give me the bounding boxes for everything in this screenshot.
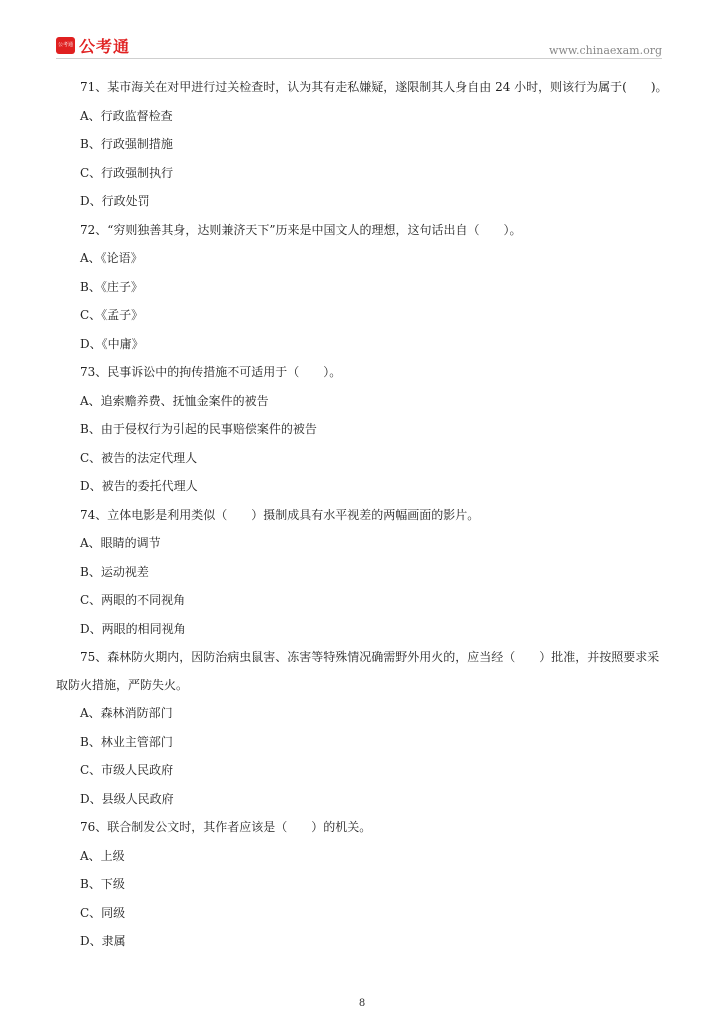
page-header xyxy=(56,34,662,58)
option-c: C、两眼的不同视角 xyxy=(80,593,186,607)
question-stem: 76、联合制发公文时，其作者应该是（ ）的机关。 xyxy=(80,820,372,834)
question-stem: 74、立体电影是利用类似（ ）摄制成具有水平视差的两幅画面的影片。 xyxy=(80,507,480,522)
option-c: C、行政强制执行 xyxy=(80,165,174,180)
option-b: B、由于侵权行为引起的民事赔偿案件的被告 xyxy=(80,422,317,436)
option-d: D、隶属 xyxy=(80,934,126,948)
question-74 xyxy=(56,507,670,637)
site-url: www.chinaexam.org xyxy=(549,44,662,57)
option-b: B、运动视差 xyxy=(80,564,149,579)
option-b: B、下级 xyxy=(80,877,125,891)
question-stem: 71、某市海关在对甲进行过关检查时，认为其有走私嫌疑，遂限制其人身自由 24 小时，则该行为属于( )。 xyxy=(80,80,668,94)
option-c: C、同级 xyxy=(80,905,126,920)
question-stem: 72、“穷则独善其身，达则兼济天下”历来是中国文人的理想，这句话出自（ ）。 xyxy=(80,222,522,237)
header-divider xyxy=(56,58,662,59)
option-c: C、市级人民政府 xyxy=(80,763,174,777)
option-a: A、追索赡养费、抚恤金案件的被告 xyxy=(80,393,269,408)
option-a: A、《论语》 xyxy=(80,251,143,265)
option-c: C、被告的法定代理人 xyxy=(80,450,198,465)
logo xyxy=(56,34,130,57)
option-d: D、县级人民政府 xyxy=(80,791,174,806)
page-number: 8 xyxy=(358,998,366,1009)
question-72 xyxy=(56,222,670,352)
option-b: B、《庄子》 xyxy=(80,279,143,294)
option-c: C、《孟子》 xyxy=(80,308,144,322)
option-a: A、森林消防部门 xyxy=(80,706,173,720)
option-d: D、《中庸》 xyxy=(80,336,144,351)
question-75 xyxy=(56,643,670,807)
question-73 xyxy=(56,364,670,494)
option-b: B、行政强制措施 xyxy=(80,137,173,151)
question-71 xyxy=(56,79,670,209)
option-a: A、行政监督检查 xyxy=(80,108,173,123)
question-stem: 73、民事诉讼中的拘传措施不可适用于（ ）。 xyxy=(80,365,342,379)
option-d: D、被告的委托代理人 xyxy=(80,479,198,493)
question-76 xyxy=(56,819,670,949)
logo-badge-icon: 公考通 xyxy=(56,37,75,54)
option-a: A、上级 xyxy=(80,848,125,863)
question-stem: 75、森林防火期内，因防治病虫鼠害、冻害等特殊情况确需野外用火的，应当经（ ）批准，并按照要求采取防火措施，严防失火。 xyxy=(56,650,660,692)
question-list xyxy=(56,79,670,962)
option-d: D、两眼的相同视角 xyxy=(80,621,186,636)
option-a: A、眼睛的调节 xyxy=(80,536,161,550)
option-b: B、林业主管部门 xyxy=(80,734,173,749)
option-d: D、行政处罚 xyxy=(80,194,150,208)
logo-text: 公考通 xyxy=(79,37,131,56)
